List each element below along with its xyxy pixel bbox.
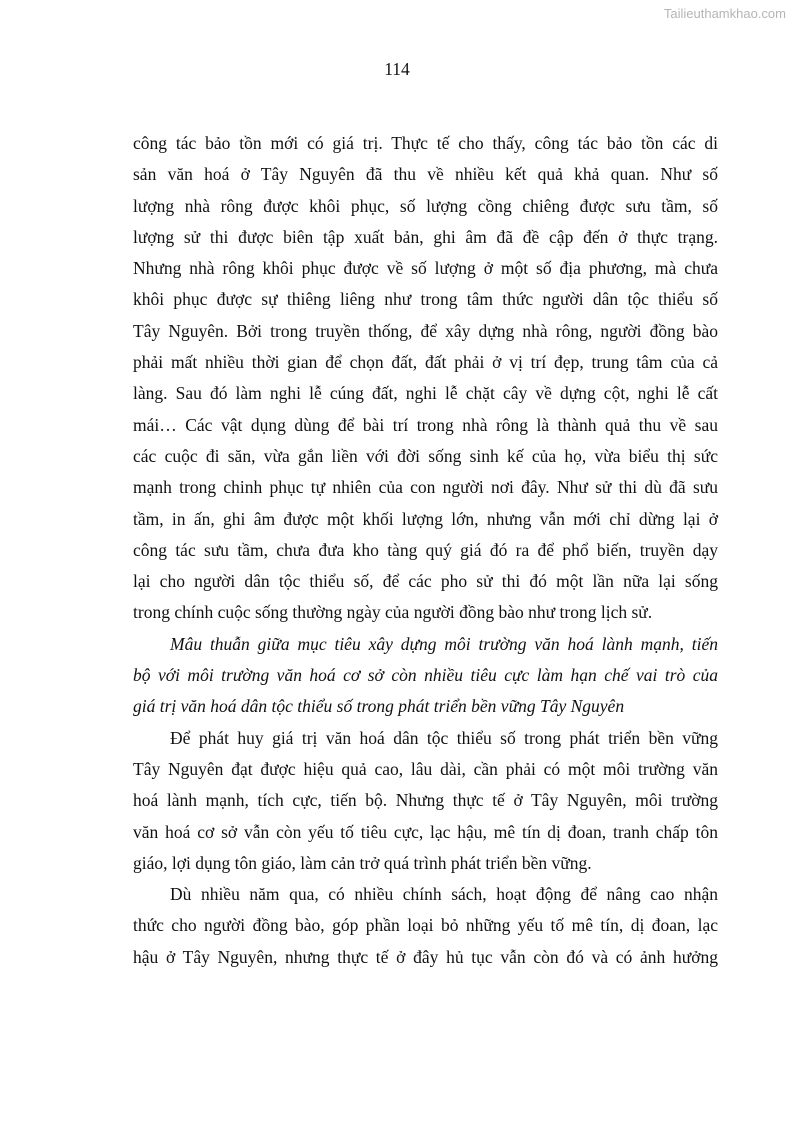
text-line: tầm, in ấn, ghi âm được một khối lượng lớn, nhưng vẫn mới chỉ dừng lại ở bbox=[133, 508, 718, 529]
heading-line: Mâu thuẫn giữa mục tiêu xây dựng môi trường văn hoá lành mạnh, tiến bbox=[170, 633, 718, 654]
text-line: Để phát huy giá trị văn hoá dân tộc thiểu số trong phát triển bền vững bbox=[170, 727, 718, 748]
paragraph-2 bbox=[133, 723, 718, 879]
heading-line: giá trị văn hoá dân tộc thiểu số trong phát triển bền vững Tây Nguyên bbox=[133, 696, 625, 717]
text-line: lượng sử thi được biên tập xuất bản, ghi âm đã đề cập đến ở thực trạng. bbox=[133, 226, 718, 247]
text-line: thức cho người đồng bào, góp phần loại bỏ những yếu tố mê tín, dị đoan, lạc bbox=[133, 915, 718, 936]
text-line: Nhưng nhà rông khôi phục được về số lượng ở một số địa phương, mà chưa bbox=[133, 258, 718, 279]
text-line: trong chính cuộc sống thường ngày của người đồng bào như trong lịch sử. bbox=[133, 602, 653, 623]
text-line: hoá lành mạnh, tích cực, tiến bộ. Nhưng thực tế ở Tây Nguyên, môi trường bbox=[133, 790, 718, 811]
text-line: làng. Sau đó làm nghi lễ cúng đất, nghi lễ chặt cây về dựng cột, nghi lễ cất bbox=[133, 383, 718, 404]
heading-line: bộ với môi trường văn hoá cơ sở còn nhiều tiêu cực làm hạn chế vai trò của bbox=[133, 665, 718, 686]
text-line: văn hoá cơ sở vẫn còn yếu tố tiêu cực, lạc hậu, mê tín dị đoan, tranh chấp tôn bbox=[133, 821, 718, 842]
text-line: lại cho người dân tộc thiểu số, để các pho sử thi đó một lần nữa lại sống bbox=[133, 571, 718, 592]
page-number: 114 bbox=[384, 59, 410, 79]
paragraph-1 bbox=[133, 128, 718, 629]
text-line: Dù nhiều năm qua, có nhiều chính sách, hoạt động để nâng cao nhận bbox=[170, 884, 718, 905]
text-line: khôi phục được sự thiêng liêng như trong tâm thức người dân tộc thiểu số bbox=[133, 289, 718, 310]
text-line: phải mất nhiều thời gian để chọn đất, đất phải ở vị trí đẹp, trung tâm của cả bbox=[133, 352, 718, 373]
text-line: các cuộc đi săn, vừa gắn liền với đời sống sinh kế của họ, vừa biểu thị sức bbox=[133, 445, 718, 466]
body-text bbox=[133, 128, 718, 973]
paragraph-3 bbox=[133, 879, 718, 973]
watermark: Tailieuthamkhao.com bbox=[663, 6, 786, 21]
text-line: mạnh trong chinh phục tự nhiên của con người nơi đây. Như sử thi dù đã sưu bbox=[133, 477, 718, 498]
text-line: giáo, lợi dụng tôn giáo, làm cản trở quá trình phát triển bền vững. bbox=[133, 852, 592, 873]
text-line: Tây Nguyên đạt được hiệu quả cao, lâu dài, cần phải có một môi trường văn bbox=[133, 758, 718, 779]
section-heading bbox=[133, 629, 718, 723]
text-line: sản văn hoá ở Tây Nguyên đã thu về nhiều kết quả khả quan. Như số bbox=[133, 164, 718, 185]
text-line: công tác bảo tồn mới có giá trị. Thực tế cho thấy, công tác bảo tồn các di bbox=[133, 133, 718, 153]
text-line: Tây Nguyên. Bởi trong truyền thống, để xây dựng nhà rông, người đồng bào bbox=[133, 320, 718, 341]
text-line: hậu ở Tây Nguyên, nhưng thực tế ở đây hủ tục vẫn còn đó và có ảnh hưởng bbox=[133, 946, 718, 967]
text-line: lượng nhà rông được khôi phục, số lượng cồng chiêng được sưu tầm, số bbox=[133, 195, 718, 216]
text-line: mái… Các vật dụng dùng để bài trí trong nhà rông là thành quả thu về sau bbox=[133, 414, 718, 435]
text-line: công tác sưu tầm, chưa đưa kho tàng quý giá đó ra để phổ biến, truyền dạy bbox=[133, 539, 718, 560]
